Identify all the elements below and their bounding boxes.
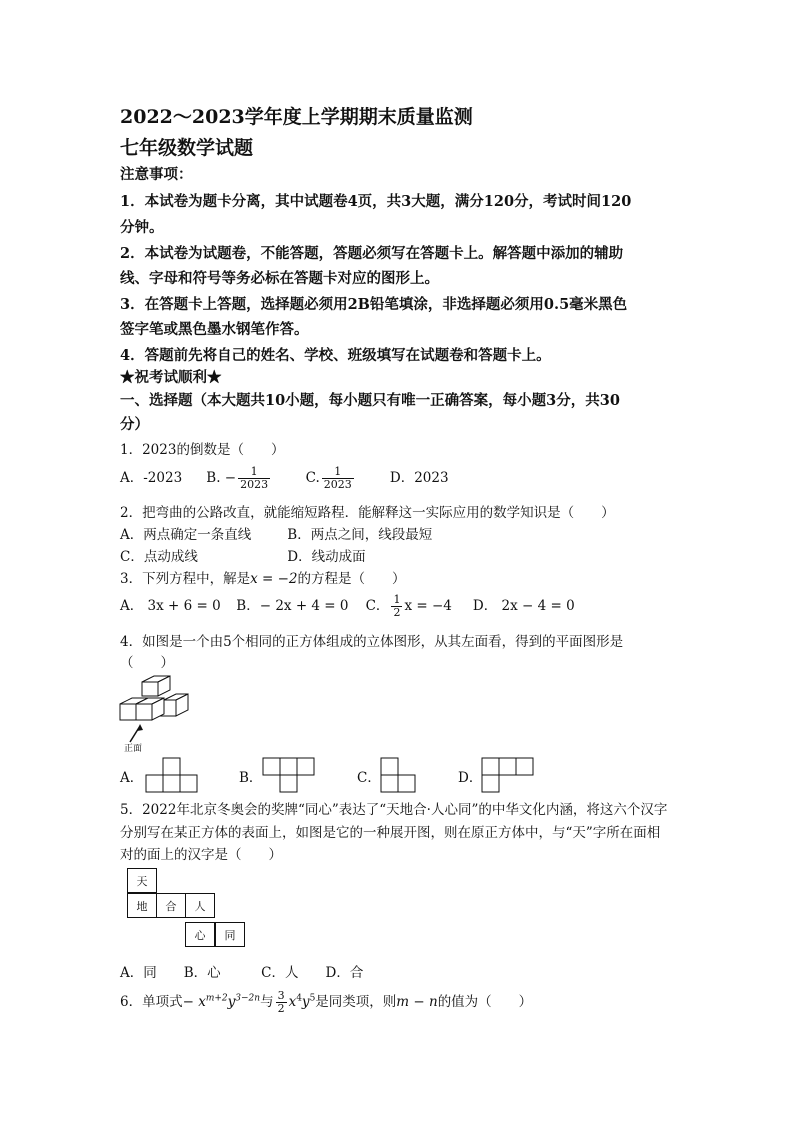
option-c	[366, 594, 469, 619]
expression: m − n	[396, 994, 438, 1010]
option-a: A．两点确定一条直线	[120, 527, 252, 543]
exam-title: 2022～2023学年度上学期期末质量监测	[120, 106, 473, 128]
front-label: 正面	[124, 744, 143, 754]
monomial-1: − x	[182, 994, 206, 1010]
question-1-options	[120, 466, 449, 491]
note-line: 4．答题前先将自己的姓名、学校、班级填写在试题卷和答题卡上。	[120, 347, 551, 364]
fraction	[391, 594, 402, 619]
note-line: 签字笔或黑色墨水钢笔作答。	[120, 321, 309, 338]
option-b: B．	[239, 770, 263, 786]
option-a-shape	[145, 757, 199, 793]
net-face: 人	[185, 893, 215, 918]
equation: x = −2	[250, 571, 298, 587]
fraction-denominator: 2	[393, 606, 401, 619]
question-4-paren: （ ）	[120, 655, 174, 671]
question-2-options-row1	[120, 523, 432, 543]
option-b-shape	[262, 757, 316, 793]
note-line: 3．在答题卡上答题，选择题必须用2B铅笔填涂，非选择题必须用0.5毫米黑色	[120, 296, 628, 313]
good-luck-text: ★祝考试顺利★	[120, 369, 222, 386]
question-3-options	[120, 594, 575, 619]
fraction	[322, 466, 354, 491]
question-5-stem: 5．2022年北京冬奥会的奖牌“同心”表达了“天地合·人心同”的中华文化内涵，将这六个汉字	[120, 802, 668, 818]
question-5-stem-cont: 分别写在某正方体的表面上，如图是它的一种展开图，则在原正方体中，与“天”字所在面相	[120, 825, 661, 841]
section-heading-cont: 分）	[120, 416, 149, 433]
option-d: D．	[458, 770, 483, 786]
fraction-numerator: 3	[277, 989, 285, 1002]
fraction-denominator: 2	[277, 1002, 285, 1015]
monomial-2: x	[288, 994, 297, 1010]
note-line: 线、字母和符号等务必标在答题卡对应的图形上。	[120, 270, 439, 287]
option-a: A．-2023	[120, 470, 183, 486]
question-2-stem: 2．把弯曲的公路改直，就能缩短路程．能解释这一实际应用的数学知识是（ ）	[120, 505, 615, 521]
net-face: 天	[127, 868, 157, 893]
option-d: D． 2x − 4 = 0	[472, 598, 575, 614]
option-b	[206, 466, 301, 491]
note-line: 分钟。	[120, 219, 164, 236]
stem-suffix: 是同类项，则	[315, 994, 397, 1010]
fraction-numerator: 1	[238, 466, 270, 479]
option-a: A． 3x + 6 = 0	[120, 598, 221, 614]
stem-prefix: 3．下列方程中，解是	[120, 571, 251, 587]
question-1-stem: 1．2023的倒数是（ ）	[120, 442, 285, 458]
exponent: 4	[296, 993, 302, 1004]
option-c-suffix: x = −4	[404, 598, 452, 614]
monomial-1-y: y	[227, 994, 236, 1010]
option-b: B．− 2x + 4 = 0	[236, 598, 349, 614]
stem-prefix: 6．单项式	[120, 994, 183, 1010]
note-line: 1．本试卷为题卡分离，其中试题卷4页，共3大题，满分120分，考试时间120	[120, 193, 632, 210]
option-a: A．	[120, 770, 144, 786]
question-3-stem	[120, 567, 406, 587]
option-d: D．线动成面	[287, 549, 366, 565]
fraction-numerator: 1	[322, 466, 354, 479]
option-c: C．点动成线	[120, 549, 198, 565]
option-c: C．	[357, 770, 381, 786]
exponent: 5	[309, 993, 316, 1004]
net-face: 心	[185, 922, 215, 947]
option-c-prefix: C．	[365, 598, 390, 614]
stem-tail: 的值为（ ）	[437, 994, 533, 1010]
net-face: 地	[127, 893, 157, 918]
connector-text: 与	[260, 994, 274, 1010]
exponent: 3−2n	[235, 993, 261, 1004]
fraction	[238, 466, 270, 491]
stem-suffix: 的方程是（ ）	[297, 571, 406, 587]
question-2-options-row2	[120, 545, 366, 565]
option-d-shape	[481, 757, 537, 793]
exam-subtitle: 七年级数学试题	[120, 137, 254, 159]
option-d: D．2023	[389, 470, 449, 486]
note-line: 2．本试卷为试题卷，不能答题，答题必须写在答题卡上。解答题中添加的辅助	[120, 245, 624, 262]
option-b-prefix: B. −	[206, 470, 237, 486]
option-b: B．两点之间，线段最短	[287, 527, 433, 543]
notes-heading: 注意事项：	[120, 166, 193, 183]
net-face: 合	[156, 893, 186, 918]
monomial-2-y: y	[301, 994, 310, 1010]
option-c-prefix: C.	[305, 470, 320, 486]
exponent: m+2	[205, 993, 228, 1004]
fraction-numerator: 1	[393, 593, 401, 606]
question-5-options: A．同 B．心 C．人 D．合	[120, 965, 364, 981]
option-c-shape	[380, 757, 420, 793]
option-c	[306, 466, 386, 491]
fraction-denominator: 2023	[323, 478, 352, 491]
section-heading: 一、选择题（本大题共10小题，每小题只有唯一正确答案，每小题3分，共30	[120, 392, 620, 409]
question-5-stem-cont: 对的面上的汉字是（ ）	[120, 847, 282, 863]
question-6-stem	[120, 990, 532, 1015]
question-4-stem: 4．如图是一个由5个相同的正方体组成的立体图形，从其左面看，得到的平面图形是	[120, 634, 624, 650]
net-face: 同	[215, 922, 245, 947]
fraction-denominator: 2023	[240, 478, 269, 491]
fraction	[276, 990, 287, 1015]
